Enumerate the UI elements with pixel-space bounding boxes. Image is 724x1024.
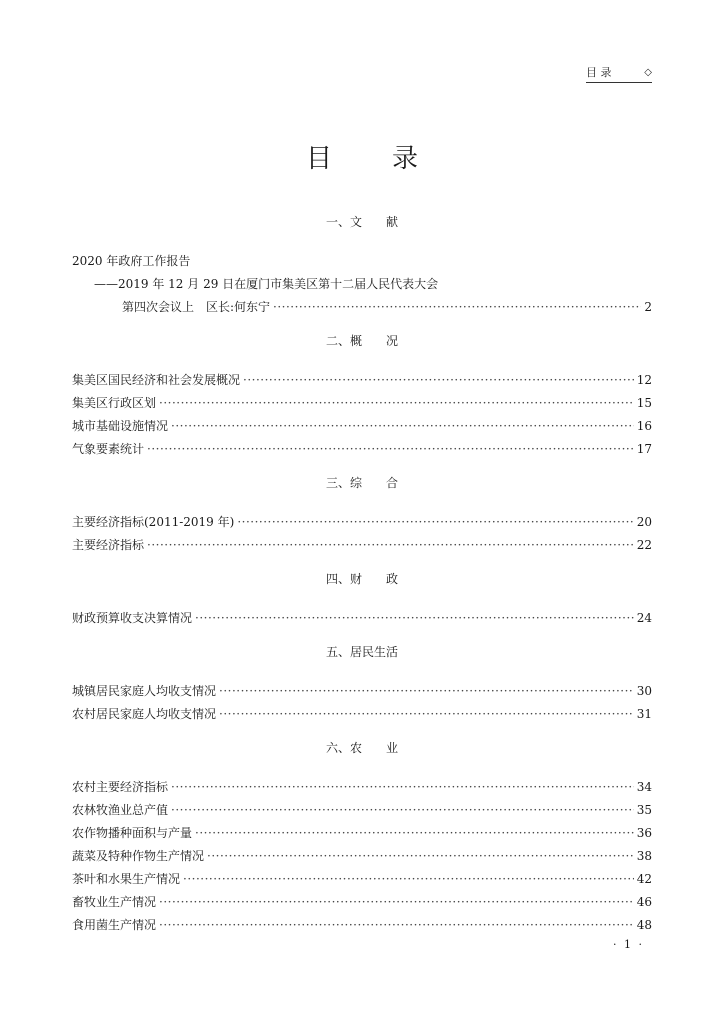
- entry-label: 农作物播种面积与产量: [72, 826, 193, 840]
- entry-page: 24: [636, 611, 652, 625]
- dot-leader: [171, 415, 634, 438]
- entry-page: 42: [636, 872, 652, 886]
- entry-page: 35: [636, 803, 652, 817]
- toc-entry[interactable]: [72, 868, 652, 891]
- dot-leader: [159, 914, 634, 937]
- dot-leader: [207, 845, 634, 868]
- entry-label: 集美区国民经济和社会发展概况: [72, 373, 241, 387]
- dot-leader: [195, 822, 634, 845]
- entry-page: 34: [636, 780, 652, 794]
- toc-entry[interactable]: [72, 607, 652, 630]
- entry-label: 集美区行政区划: [72, 396, 157, 410]
- entry-label: 第四次会议上 区长:何东宁: [122, 300, 271, 314]
- entry-label: 食用菌生产情况: [72, 918, 157, 932]
- entry-page: 36: [636, 826, 652, 840]
- toc-entry[interactable]: [72, 891, 652, 914]
- section-title: 三、综 合: [325, 476, 398, 490]
- dot-leader: [195, 607, 634, 630]
- entry-page: 48: [636, 918, 652, 932]
- entry-label: 农村主要经济指标: [72, 780, 169, 794]
- dot-leader: [159, 891, 634, 914]
- report-title: 2020 年政府工作报告: [72, 254, 191, 268]
- section-title: 一、文 献: [325, 215, 398, 229]
- dot-leader: [219, 680, 634, 703]
- toc-entry[interactable]: [72, 776, 652, 799]
- entry-label: 城镇居民家庭人均收支情况: [72, 684, 217, 698]
- entry-page: 20: [636, 515, 652, 529]
- entry-label: 气象要素统计: [72, 442, 145, 456]
- dot-leader: [147, 534, 634, 557]
- toc-entry[interactable]: [72, 703, 652, 726]
- entry-label: 城市基础设施情况: [72, 419, 169, 433]
- entry-label: 财政预算收支决算情况: [72, 611, 193, 625]
- entry-page: 12: [636, 373, 652, 387]
- page-title: 目录: [305, 144, 478, 174]
- entry-page: 38: [636, 849, 652, 863]
- entry-page: 16: [636, 419, 652, 433]
- toc-entry[interactable]: [72, 680, 652, 703]
- toc-entry[interactable]: [72, 369, 652, 392]
- entry-page: 30: [636, 684, 652, 698]
- entry-page: 17: [636, 442, 652, 456]
- dot-leader: [273, 296, 641, 319]
- toc: [72, 200, 652, 937]
- report-subtitle: ——2019 年 12 月 29 日在厦门市集美区第十二届人民代表大会: [94, 277, 439, 291]
- toc-entry[interactable]: [72, 822, 652, 845]
- entry-label: 主要经济指标: [72, 538, 145, 552]
- section-title: 六、农 业: [325, 741, 398, 755]
- dot-leader: [219, 703, 634, 726]
- entry-page: 46: [636, 895, 652, 909]
- dot-leader: [243, 369, 634, 392]
- toc-entry[interactable]: [72, 534, 652, 557]
- toc-entry[interactable]: [72, 914, 652, 937]
- entry-label: 主要经济指标(2011-2019 年): [72, 515, 235, 529]
- toc-entry[interactable]: [72, 392, 652, 415]
- toc-entry[interactable]: [72, 296, 652, 319]
- dot-leader: [171, 776, 634, 799]
- toc-entry[interactable]: [72, 845, 652, 868]
- entry-page: 15: [636, 396, 652, 410]
- toc-entry[interactable]: [72, 511, 652, 534]
- toc-entry[interactable]: [72, 799, 652, 822]
- dot-leader: [147, 438, 634, 461]
- diamond-icon: ◇: [644, 66, 652, 78]
- toc-entry[interactable]: [72, 415, 652, 438]
- entry-page: 31: [636, 707, 652, 721]
- entry-label: 农村居民家庭人均收支情况: [72, 707, 217, 721]
- page-number: · 1 ·: [613, 938, 644, 951]
- entry-label: 茶叶和水果生产情况: [72, 872, 181, 886]
- section-title: 二、概 况: [325, 334, 398, 348]
- section-title: 五、居民生活: [325, 645, 398, 659]
- section-title: 四、财 政: [325, 572, 398, 586]
- dot-leader: [237, 511, 633, 534]
- header-label: 目 录: [586, 66, 612, 79]
- entry-page: 22: [636, 538, 652, 552]
- entry-label: 农林牧渔业总产值: [72, 803, 169, 817]
- dot-leader: [171, 799, 634, 822]
- toc-entry[interactable]: [72, 438, 652, 461]
- entry-label: 蔬菜及特种作物生产情况: [72, 849, 205, 863]
- running-header: [586, 64, 652, 83]
- entry-page: 2: [644, 300, 652, 314]
- dot-leader: [159, 392, 634, 415]
- dot-leader: [183, 868, 634, 891]
- entry-label: 畜牧业生产情况: [72, 895, 157, 909]
